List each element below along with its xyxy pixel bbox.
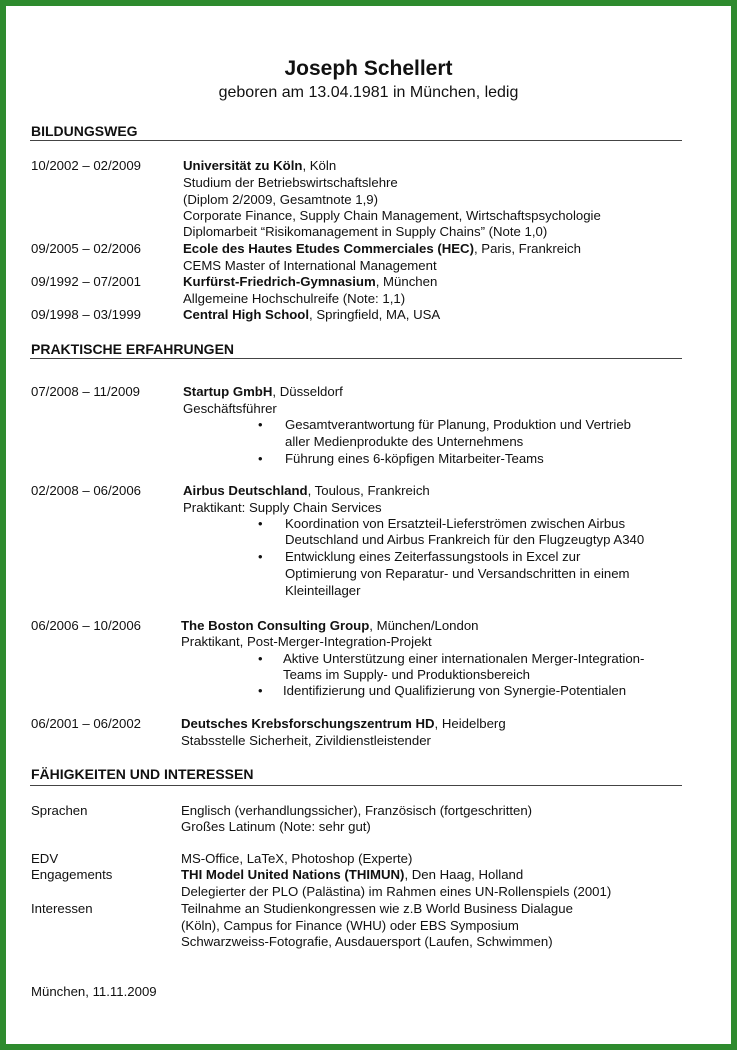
edu-institution: Kurfürst-Friedrich-Gymnasium, München: [183, 274, 438, 289]
edu-date: 09/2005 – 02/2006: [31, 241, 142, 256]
section-rule: [30, 358, 682, 359]
exp-task: Gesamtverantwortung für Planung, Produktion und Vertrieb: [285, 417, 632, 432]
bullet-icon: •: [258, 683, 263, 698]
exp-date: 06/2001 – 06/2002: [31, 716, 142, 731]
section-rule: [30, 785, 682, 786]
bullet-icon: •: [258, 451, 263, 466]
person-name: Joseph Schellert: [284, 57, 453, 80]
skill-label: Engagements: [31, 867, 113, 882]
exp-date: 07/2008 – 11/2009: [31, 384, 141, 399]
bullet-icon: •: [258, 417, 263, 432]
exp-role: Praktikant, Post-Merger-Integration-Projekt: [181, 634, 432, 649]
skill-value: (Köln), Campus for Finance (WHU) oder EBS Symposium: [181, 918, 519, 933]
bullet-icon: •: [258, 549, 263, 564]
exp-task: Teams im Supply- und Produktionsbereich: [283, 667, 531, 682]
birth-info: geboren am 13.04.1981 in München, ledig: [218, 84, 519, 101]
exp-date: 06/2006 – 10/2006: [31, 618, 142, 633]
edu-detail: (Diplom 2/2009, Gesamtnote 1,9): [183, 192, 378, 207]
skill-value: Englisch (verhandlungssicher), Französisch (fortgeschritten): [181, 803, 533, 818]
exp-task: Identifizierung und Qualifizierung von Synergie-Potentialen: [283, 683, 627, 698]
skill-value: Delegierter der PLO (Palästina) im Rahmen eines UN-Rollenspiels (2001): [181, 884, 612, 899]
skill-value: Schwarzweiss-Fotografie, Ausdauersport (Laufen, Schwimmen): [181, 934, 553, 949]
edu-date: 09/1992 – 07/2001: [31, 274, 142, 289]
edu-institution: Universität zu Köln, Köln: [183, 158, 337, 173]
edu-institution: Central High School, Springfield, MA, USA: [183, 307, 441, 322]
exp-task: Aktive Unterstützung einer internationalen Merger-Integration-: [283, 651, 645, 666]
edu-detail: CEMS Master of International Management: [183, 258, 437, 273]
exp-date: 02/2008 – 06/2006: [31, 483, 142, 498]
edu-detail: Allgemeine Hochschulreife (Note: 1,1): [183, 291, 406, 306]
skill-value: Großes Latinum (Note: sehr gut): [181, 819, 371, 834]
section-title-education: BILDUNGSWEG: [31, 123, 138, 139]
exp-company: Deutsches Krebsforschungszentrum HD, Heidelberg: [181, 716, 506, 731]
edu-detail: Corporate Finance, Supply Chain Management, Wirtschaftspsychologie: [183, 208, 601, 223]
exp-task: aller Medienprodukte des Unternehmens: [285, 434, 524, 449]
edu-detail: Diplomarbeit “Risikomanagement in Supply Chains” (Note 1,0): [183, 224, 548, 239]
section-title-experience: PRAKTISCHE ERFAHRUNGEN: [31, 341, 235, 357]
skill-value: MS-Office, LaTeX, Photoshop (Experte): [181, 851, 413, 866]
exp-company: Startup GmbH, Düsseldorf: [183, 384, 343, 399]
exp-task: Führung eines 6-köpfigen Mitarbeiter-Teams: [285, 451, 544, 466]
bullet-icon: •: [258, 651, 263, 666]
skill-value: Teilnahme an Studienkongressen wie z.B World Business Dialague: [181, 901, 573, 916]
exp-company: Airbus Deutschland, Toulous, Frankreich: [183, 483, 430, 498]
edu-date: 10/2002 – 02/2009: [31, 158, 142, 173]
exp-role: Stabsstelle Sicherheit, Zivildienstleistender: [181, 733, 431, 748]
edu-institution: Ecole des Hautes Etudes Commerciales (HEC), Paris, Frankreich: [183, 241, 581, 256]
edu-detail: Studium der Betriebswirtschaftslehre: [183, 175, 398, 190]
exp-task: Kleinteillager: [285, 583, 361, 598]
skill-label: Sprachen: [31, 803, 88, 818]
exp-role: Praktikant: Supply Chain Services: [183, 500, 382, 515]
skill-value: THI Model United Nations (THIMUN), Den Haag, Holland: [181, 867, 524, 882]
section-title-skills: FÄHIGKEITEN UND INTERESSEN: [31, 766, 254, 782]
skill-label: EDV: [31, 851, 59, 866]
exp-task: Entwicklung eines Zeiterfassungstools in Excel zur: [285, 549, 581, 564]
exp-role: Geschäftsführer: [183, 401, 277, 416]
edu-date: 09/1998 – 03/1999: [31, 307, 142, 322]
exp-task: Koordination von Ersatzteil-Lieferströmen zwischen Airbus: [285, 516, 626, 531]
place-date: München, 11.11.2009: [31, 984, 157, 999]
exp-task: Optimierung von Reparatur- und Versandschritten in einem: [285, 566, 630, 581]
exp-task: Deutschland und Airbus Frankreich für den Flugzeugtyp A340: [285, 532, 645, 547]
exp-company: The Boston Consulting Group, München/London: [181, 618, 479, 633]
skill-label: Interessen: [31, 901, 93, 916]
section-rule: [30, 140, 682, 141]
bullet-icon: •: [258, 516, 263, 531]
